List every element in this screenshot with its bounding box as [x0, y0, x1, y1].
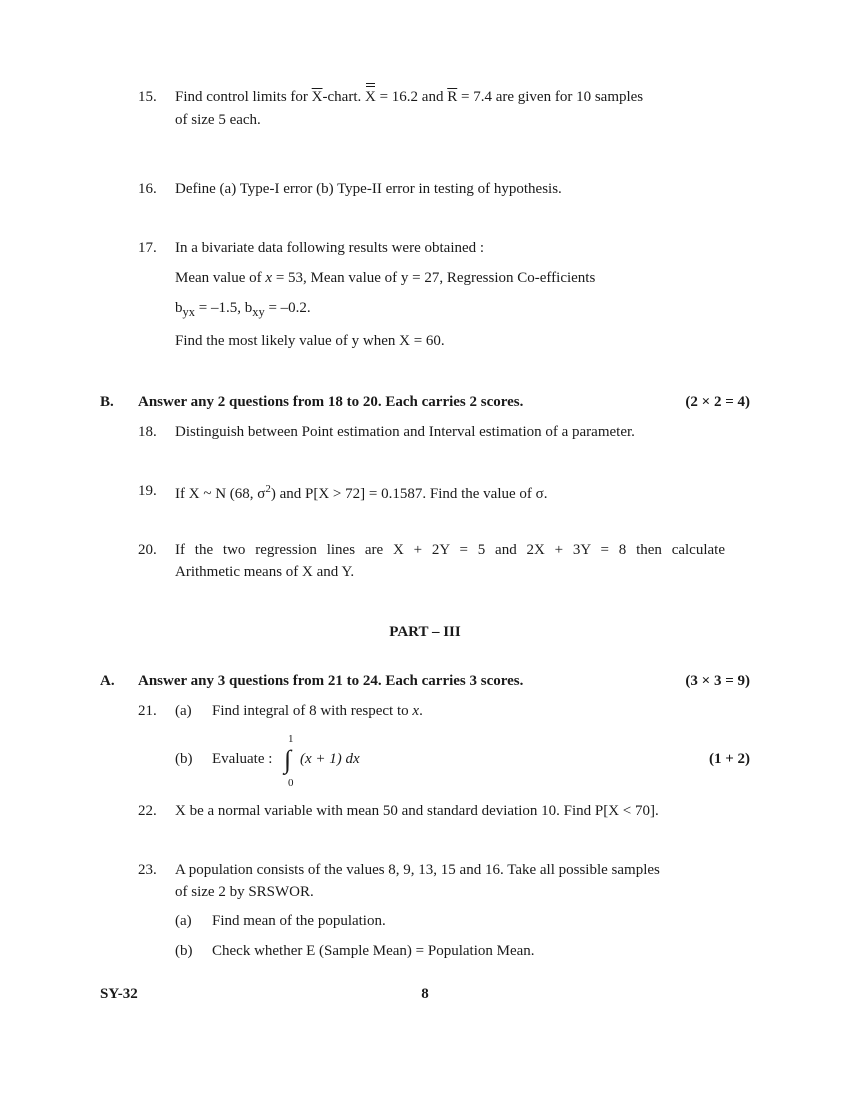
question-text: If X ~ N (68, $\sigma^2$) and P[X > 72] = 0.1587. Find the value of σ.: [175, 483, 548, 502]
question-text-line4: Find the most likely value of y when X = 60.: [175, 333, 445, 349]
sub-question-label-b: (b): [175, 751, 193, 767]
question-text-line2: of size 5 each.: [175, 112, 261, 128]
question-text: A population consists of the values 8, 9, 13, 15 and 16. Take all possible samples: [175, 862, 660, 878]
paper-code: SY-32: [100, 986, 138, 1002]
question-number: 16.: [138, 181, 157, 197]
regression-coefficients: $b_{yx} = -1.5$, $b_{xy} = -0.2$.: [175, 300, 311, 319]
integral-sign-icon: ∫: [284, 745, 292, 774]
question-number: 17.: [138, 240, 157, 256]
question-text: Distinguish between Point estimation and Interval estimation of a parameter.: [175, 424, 635, 440]
sub-question-text-b: Evaluate :: [212, 751, 273, 767]
sub-question-label-a: (a): [175, 913, 192, 929]
section-instruction: Answer any 2 questions from 18 to 20. Each carries 2 scores.: [138, 394, 524, 410]
page-number: 8: [421, 986, 429, 1002]
section-label: A.: [100, 673, 115, 689]
sub-question-text-a: Find mean of the population.: [212, 913, 386, 929]
question-text: Find control limits for $\overline{X}$-chart. X = 16.2 and $\overline{R} = 7.4$ are given for 10 samples: [175, 89, 644, 105]
question-text: Define (a) Type-I error (b) Type-II error in testing of hypothesis.: [175, 181, 562, 197]
x-bar-symbol: $\overline{X}$: [311, 89, 323, 105]
question-text-line2: Mean value of x = 53, Mean value of y = 27, Regression Co-efficients: [175, 270, 596, 286]
question-text: If the two regression lines are X + 2Y = 5 and 2X + 3Y = 8 then calculate: [175, 542, 725, 558]
part-title: PART – III: [389, 624, 461, 640]
section-marks: (2 × 2 = 4): [685, 394, 750, 410]
question-number: 20.: [138, 542, 157, 558]
section-label: B.: [100, 394, 114, 410]
question-number: 21.: [138, 703, 157, 719]
question-text-line2: Arithmetic means of X and Y.: [175, 564, 355, 580]
sub-question-text-a: Find integral of 8 with respect to x.: [212, 703, 423, 719]
integrand: (x + 1) dx: [300, 751, 360, 767]
question-text: X be a normal variable with mean 50 and standard deviation 10. Find P[X < 70].: [175, 803, 659, 819]
sub-question-label-a: (a): [175, 703, 192, 719]
sub-question-marks: (1 + 2): [708, 751, 750, 767]
question-number: 19.: [138, 483, 157, 499]
question-text-line2: of size 2 by SRSWOR.: [175, 884, 314, 900]
section-marks: (3 × 3 = 9): [685, 673, 750, 689]
r-bar-symbol: $\overline{R}$: [447, 89, 458, 105]
integral-upper-limit: 1: [288, 733, 294, 745]
x-double-bar-symbol: X: [365, 89, 376, 105]
question-number: 15.: [138, 89, 157, 105]
question-number: 18.: [138, 424, 157, 440]
question-number: 23.: [138, 862, 157, 878]
integral-lower-limit: 0: [288, 777, 294, 789]
section-instruction: Answer any 3 questions from 21 to 24. Each carries 3 scores.: [138, 673, 524, 689]
question-text: In a bivariate data following results were obtained :: [175, 240, 485, 256]
question-number: 22.: [138, 803, 157, 819]
sub-question-text-b: Check whether E (Sample Mean) = Population Mean.: [212, 943, 535, 959]
sub-question-label-b: (b): [175, 943, 193, 959]
